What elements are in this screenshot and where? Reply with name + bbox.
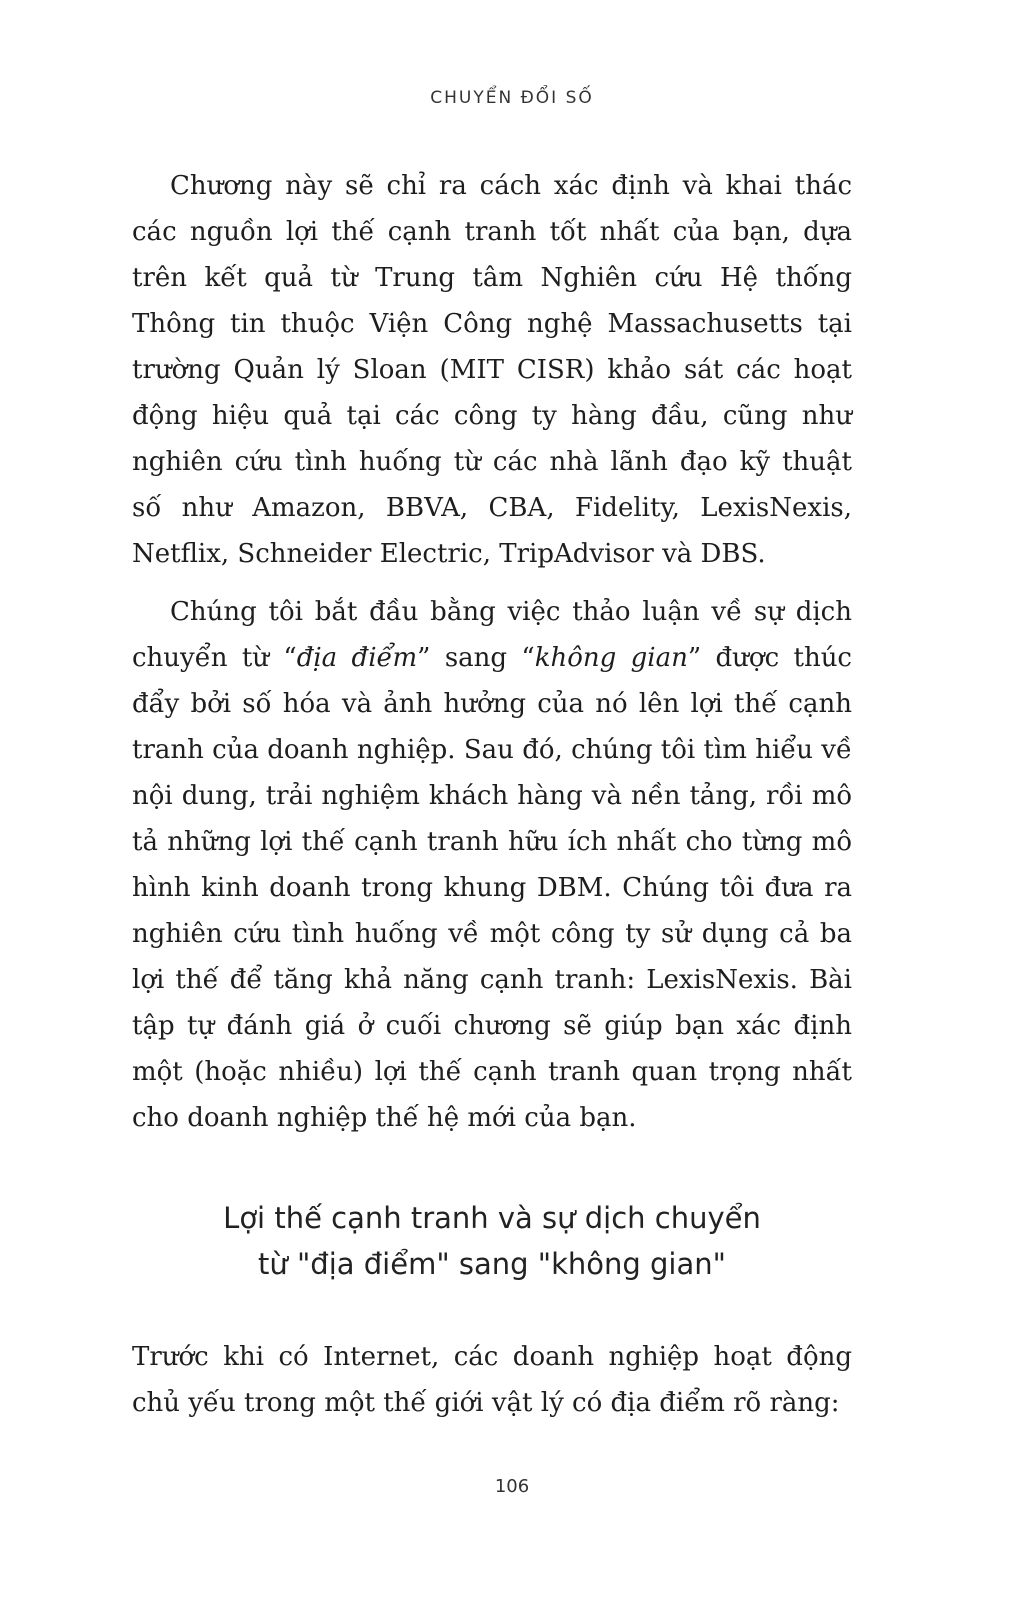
section-text-block	[132, 1334, 852, 1426]
term-khong-gian: không gian	[534, 643, 688, 673]
paragraph-overview-part1: Chúng tôi bắt đầu bằng việc thảo luận về sự dịch chuyển từ “	[132, 597, 852, 673]
running-header: CHUYỂN ĐỔI SỐ	[430, 88, 594, 108]
paragraph-overview	[132, 589, 852, 1141]
section-heading-line-1: Lợi thế cạnh tranh và sự dịch chuyển	[223, 1201, 761, 1235]
section-heading-line-2: từ "địa điểm" sang "không gian"	[258, 1247, 726, 1281]
term-dia-diem: địa điểm	[296, 643, 418, 673]
paragraph-overview-part3: ” được thúc đẩy bởi số hóa và ảnh hưởng của nó lên lợi thế cạnh tranh của doanh nghiệp. Sau đó, chúng tôi tìm hiểu về nội dung, trải nghiệm khách hàng và nền tảng, rồi mô tả những lợi thế cạnh tranh hữu ích nhất cho từng mô hình kinh doanh trong khung DBM. Chúng tôi đưa ra nghiên cứu tình huống về một công ty sử dụng cả ba lợi thế để tăng khả năng cạnh tranh: LexisNexis. Bài tập tự đánh giá ở cuối chương sẽ giúp bạn xác định một (hoặc nhiều) lợi thế cạnh tranh quan trọng nhất cho doanh nghiệp thế hệ mới của bạn.	[132, 643, 852, 1133]
paragraph-overview-part2: ” sang “	[417, 643, 535, 673]
paragraph-intro: Chương này sẽ chỉ ra cách xác định và khai thác các nguồn lợi thế cạnh tranh tốt nhất của bạn, dựa trên kết quả từ Trung tâm Nghiên cứu Hệ thống Thông tin thuộc Viện Công nghệ Massachusetts tại trường Quản lý Sloan (MIT CISR) khảo sát các hoạt động hiệu quả tại các công ty hàng đầu, cũng như nghiên cứu tình huống từ các nhà lãnh đạo kỹ thuật số như Amazon, BBVA, CBA, Fidelity, LexisNexis, Netflix, Schneider Electric, TripAdvisor và DBS.	[132, 171, 852, 569]
section-heading	[132, 1195, 852, 1287]
intro-text-block	[132, 163, 852, 1141]
page-number: 106	[494, 1476, 530, 1497]
paragraph-section-start: Trước khi có Internet, các doanh nghiệp hoạt động chủ yếu trong một thế giới vật lý có địa điểm rõ ràng:	[132, 1342, 852, 1418]
